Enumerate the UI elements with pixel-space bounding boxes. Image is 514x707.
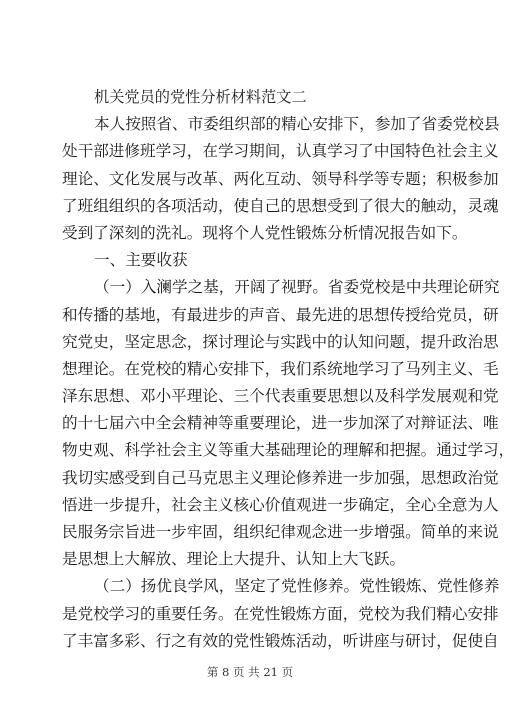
- page-number-footer: 第 8 页 共 21 页: [206, 665, 294, 679]
- paragraph-line: 究党史，坚定思念，探讨理论与实践中的认知问题，提升政治思: [62, 332, 499, 351]
- paragraph-line: 物史观、科学社会主义等重大基础理论的理解和把握。通过学习，: [62, 441, 514, 460]
- paragraph-line: 和传播的基地，有最进步的声音、最先进的思想传授给党员，研: [62, 305, 499, 324]
- paragraph-line: 想理论。在党校的精心安排下，我们系统地学习了马列主义、毛: [62, 359, 499, 378]
- paragraph-line: （一）入澜学之基，开阔了视野。省委党校是中共理论研究: [94, 278, 500, 297]
- paragraph-line: 泽东思想、邓小平理论、三个代表重要思想以及科学发展观和党: [62, 387, 499, 406]
- paragraph-line: 是党校学习的重要任务。在党性锻炼方面，党校为我们精心安排: [62, 604, 499, 623]
- paragraph-line: 是思想上大解放、理论上大提升、认知上大飞跃。: [62, 550, 406, 569]
- paragraph-line: 理论、文化发展与改革、两化互动、领导科学等专题；积极参加: [62, 169, 499, 188]
- document-title: 机关党员的党性分析材料范文二: [94, 88, 307, 106]
- paragraph-line: 的十七届六中全会精神等重要理论，进一步加深了对辩证法、唯: [62, 414, 499, 433]
- paragraph-line: 民服务宗旨进一步牢固，组织纪律观念进一步增强。简单的来说: [62, 523, 499, 541]
- paragraph-line: 了丰富多彩、行之有效的党性锻炼活动，听讲座与研讨，促使自: [62, 631, 499, 650]
- paragraph-line: 受到了深刻的洗礼。现将个人党性锻炼分析情况报告如下。: [62, 223, 468, 242]
- paragraph-line: 悟进一步提升，社会主义核心价值观进一步确定，全心全意为人: [62, 495, 499, 514]
- paragraph-line: （二）扬优良学风，坚定了党性修养。党性锻炼、党性修养: [94, 577, 500, 596]
- paragraph-line: 本人按照省、市委组织部的精心安排下，参加了省委党校县: [94, 115, 500, 134]
- paragraph-line: 处干部进修班学习，在学习期间，认真学习了中国特色社会主义: [62, 142, 499, 161]
- section-heading: 一、主要收获: [94, 251, 188, 270]
- paragraph-line: 了班组组织的各项活动，使自己的思想受到了很大的触动，灵魂: [62, 196, 499, 215]
- document-body: [62, 84, 514, 655]
- paragraph-line: 我切实感受到自己马克思主义理论修养进一步加强，思想政治觉: [62, 468, 499, 487]
